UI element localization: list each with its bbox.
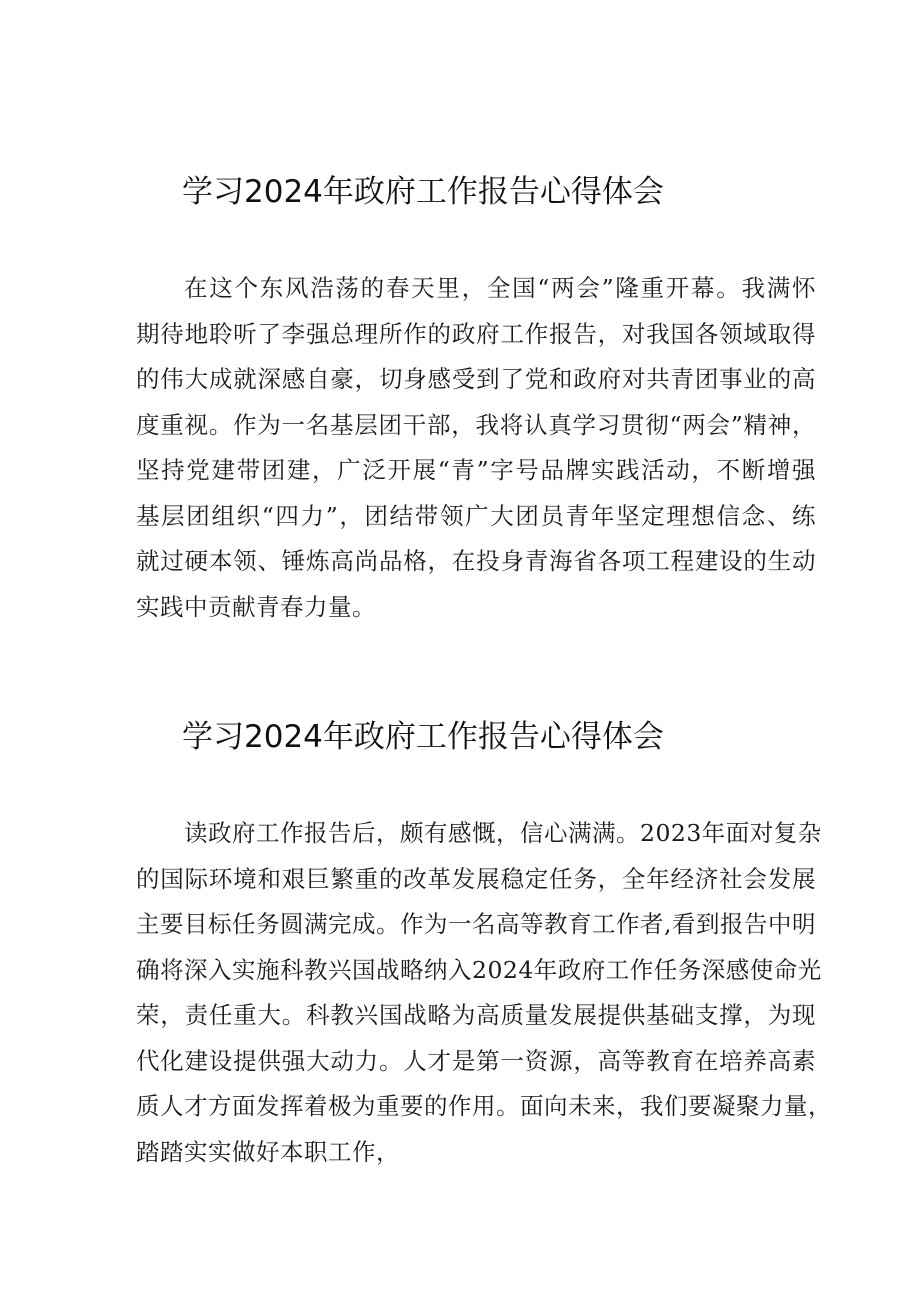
section-2-paragraph [136, 811, 832, 1175]
paragraph-line: 确将深入实施科教兴国战略纳入2024年政府工作任务深感使命光 [136, 955, 822, 984]
paragraph-line: 的国际环境和艰巨繁重的改革发展稳定任务，全年经济社会发展 [136, 864, 816, 893]
paragraph-line: 读政府工作报告后，颇有感慨，信心满满。2023年面对复杂 [184, 819, 822, 847]
paragraph-line: 的伟大成就深感自豪，切身感受到了党和政府对共青团事业的高 [136, 365, 816, 393]
section-1-paragraph [136, 266, 816, 630]
paragraph-line: 度重视。作为一名基层团干部，我将认真学习贯彻“两会”精神， [136, 410, 816, 439]
paragraph-line: 就过硬本领、锤炼高尚品格，在投身青海省各项工程建设的生动 [136, 547, 816, 575]
paragraph-line: 期待地聆听了李强总理所作的政府工作报告，对我国各领域取得 [136, 319, 816, 348]
section-1-heading: 学习2024年政府工作报告心得体会 [182, 174, 664, 210]
paragraph-line: 代化建设提供强大动力。人才是第一资源，高等教育在培养高素 [136, 1046, 816, 1075]
paragraph-line: 质人才方面发挥着极为重要的作用。面向未来，我们要凝聚力量， [136, 1092, 832, 1120]
paragraph-line: 荣，责任重大。科教兴国战略为高质量发展提供基础支撑，为现 [136, 1001, 816, 1029]
paragraph-line: 踏踏实实做好本职工作， [136, 1137, 400, 1166]
paragraph-line: 坚持党建带团建，广泛开展“青”字号品牌实践活动，不断增强 [136, 456, 816, 484]
section-2-heading: 学习2024年政府工作报告心得体会 [182, 719, 664, 755]
paragraph-line: 在这个东风浩荡的春天里，全国“两会”隆重开幕。我满怀 [184, 274, 816, 302]
paragraph-line: 实践中贡献青春力量。 [136, 592, 376, 621]
paragraph-line: 基层团组织“四力”，团结带领广大团员青年坚定理想信念、练 [136, 501, 816, 530]
paragraph-line: 主要目标任务圆满完成。作为一名高等教育工作者,看到报告中明 [136, 910, 816, 938]
